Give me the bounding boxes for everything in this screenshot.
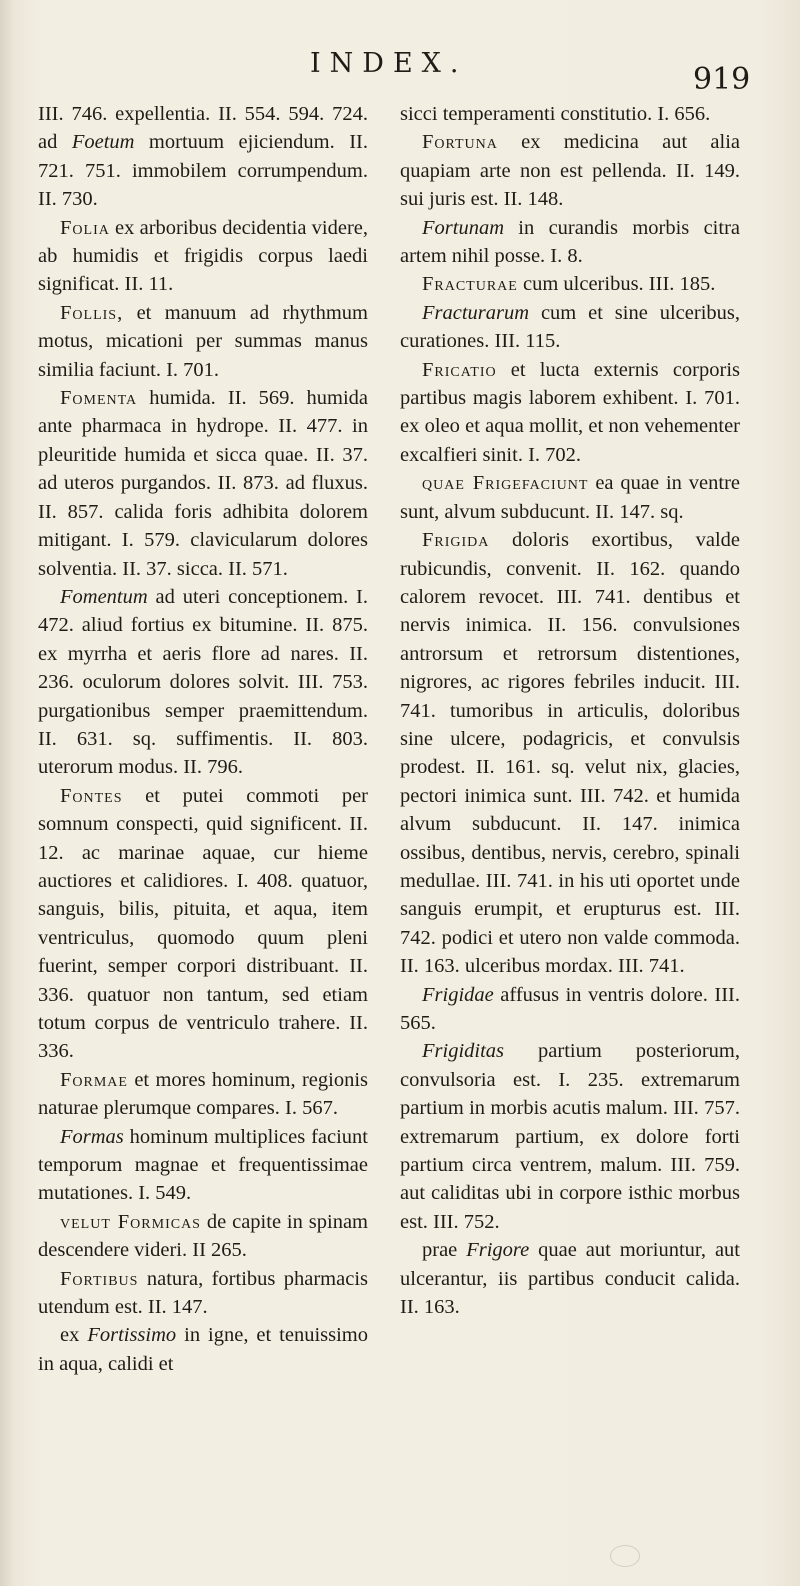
entry-text: cum ulceribus. III. 185. xyxy=(517,273,716,296)
index-entry xyxy=(38,384,368,583)
entry-text: ex xyxy=(60,1324,88,1347)
index-entry xyxy=(400,128,740,213)
page-number: 919 xyxy=(693,62,751,97)
index-entry xyxy=(38,1066,368,1123)
index-entry xyxy=(400,1037,740,1236)
index-entry xyxy=(38,1123,368,1208)
right-column xyxy=(400,100,740,1321)
entry-headword: Fomenta xyxy=(60,387,138,410)
entry-text-tail: mortuum ejiciendum. II. 721. 751. immobilem corrumpendum. II. 730. xyxy=(38,131,368,211)
entry-italic-headword: Fortissimo xyxy=(87,1324,177,1347)
entry-text: et manuum ad rhythmum motus, micationi per summas manus similia faciunt. I. 701. xyxy=(38,301,368,381)
running-title: INDEX. xyxy=(310,48,468,79)
entry-text: ea quae in ventre sunt, alvum subducunt. II. 147. sq. xyxy=(400,472,741,523)
entry-headword: velut Formicas xyxy=(60,1210,201,1233)
entry-italic-headword: Frigidae xyxy=(422,983,494,1006)
index-entry xyxy=(400,214,740,271)
index-entry xyxy=(400,356,740,470)
entry-text: humida. II. 569. humida ante pharmaca in hydrope. II. 477. in pleuritide humida et sicca quae. II. 37. ad uteros purgandos. II. 873. ad fluxus. II. 857. calida foris adhibita dolorem mitigant. I. 579. clavicularum dolores solventia. II. 37. sicca. II. 571. xyxy=(38,387,368,580)
entry-text: sicci temperamenti constitutio. I. 656. xyxy=(400,103,711,125)
entry-headword: Fontes xyxy=(60,784,123,807)
index-entry xyxy=(38,1321,368,1378)
entry-text-tail: partium posteriorum, convulsoria est. I. 235. extremarum partium in morbis acutis malum. III. 757. extremarum partium, ex dolore forti partium circa ventrem, malum. III. 759. aut caliditas ubi in corpore isthic morbus est. III. 752. xyxy=(400,1040,740,1233)
entry-headword: quae Frigefaciunt xyxy=(422,472,589,495)
entry-headword: Fracturae xyxy=(422,273,518,296)
entry-headword: Fortuna xyxy=(422,131,498,154)
entry-text: et putei commoti per somnum conspecti, quid significent. II. 12. ac marinae aquae, cur hieme auctiores et calidiores. I. 408. quatuor, sanguis, bilis, pituita, et aqua, item ventriculus, quomodo quum pleni fuerint, semper corpori distribuant. II. 336. quatuor non tantum, sed etiam totum corpus de ventriculo trahere. II. 336. xyxy=(38,784,368,1063)
page-header xyxy=(0,48,800,97)
entry-italic-headword: Formas xyxy=(60,1125,124,1148)
index-entry xyxy=(400,526,740,981)
entry-text: ex medicina aut alia quapiam arte non est pellenda. II. 149. sui juris est. II. 148. xyxy=(400,131,740,211)
entry-text-tail: ad uteri conceptionem. I. 472. aliud fortius ex bitumine. II. 875. ex myrrha et aeris flore ad nares. II. 236. oculorum dolores solvit. III. 753. purgationibus semper praemittendum. II. 631. sq. suffimentis. II. 803. uterorum modus. II. 796. xyxy=(38,585,368,779)
entry-text: natura, fortibus pharmacis utendum est. II. 147. xyxy=(38,1267,368,1319)
index-entry xyxy=(400,469,740,526)
entry-text: prae xyxy=(422,1239,467,1262)
index-entry xyxy=(38,782,368,1066)
entry-text: doloris exortibus, valde rubicundis, convenit. II. 162. quando calorem revocet. III. 741. dentibus et nervis inimica. II. 156. convulsiones antrorsum et retrorsum distentiones, nigrores, ac rigores febriles inducit. III. 741. tumoribus in articulis, doloribus sine ulcere, podagricis, et convulsis prodest. II. 161. sq. velut nix, glacies, pectori inimica sunt. III. 742. et humida alvum subducunt. II. 147. inimica ossibus, dentibus, nervis, cerebro, spinali medullae. III. 741. in his uti oportet unde sanguis erumpit, et erupturus est. III. 742. podici et utero non valde commoda. II. 163. ulceribus mordax. III. 741. xyxy=(400,529,740,978)
index-entry xyxy=(38,1208,368,1265)
entry-text-tail: quae aut moriuntur, aut ulcerantur, iis partibus conducit calida. II. 163. xyxy=(400,1239,740,1319)
entry-text: III. 746. expellentia. II. 554. 594. 724. ad xyxy=(38,103,368,154)
entry-text: et lucta externis corporis partibus magis laborem exhibent. I. 701. ex oleo et aqua mollit, et non vehementer excalfieri sinit. I. 702. xyxy=(400,358,740,466)
entry-headword: Formae xyxy=(60,1068,128,1091)
entry-text-tail: cum et sine ulceribus, curationes. III. 115. xyxy=(400,301,740,353)
entry-headword: Follis, xyxy=(60,301,124,324)
entry-text-tail: hominum multiplices faciunt temporum magnae et frequentissimae mutationes. I. 549. xyxy=(38,1125,368,1205)
index-entry xyxy=(38,100,368,214)
left-column xyxy=(38,100,368,1378)
entry-italic-headword: Frigiditas xyxy=(422,1040,505,1063)
entry-italic-headword: Fomentum xyxy=(60,585,148,608)
entry-headword: Folia xyxy=(60,216,110,239)
entry-text-tail: in igne, et tenuissimo in aqua, calidi et xyxy=(38,1324,368,1375)
ink-smudge xyxy=(610,1545,640,1567)
entry-italic-headword: Foetum xyxy=(71,131,135,154)
index-entry xyxy=(38,583,368,782)
index-entry xyxy=(400,100,740,128)
entry-italic-headword: Fortunam xyxy=(422,216,504,239)
entry-text: ex arboribus decidentia videre, ab humidis et frigidis corpus laedi significat. II. 11. xyxy=(38,216,368,296)
entry-italic-headword: Fracturarum xyxy=(422,301,530,324)
entry-text: de capite in spinam descendere videri. II 265. xyxy=(38,1210,368,1262)
entry-italic-headword: Frigore xyxy=(466,1239,530,1262)
entry-headword: Frigida xyxy=(422,529,490,552)
index-entry xyxy=(400,270,740,298)
index-entry xyxy=(400,299,740,356)
index-entry xyxy=(38,1265,368,1322)
entry-headword: Fricatio xyxy=(422,358,497,381)
entry-text-tail: in curandis morbis citra artem nihil posse. I. 8. xyxy=(400,216,740,268)
index-entry xyxy=(38,214,368,299)
entry-text-tail: affusus in ventris dolore. III. 565. xyxy=(400,983,740,1034)
entry-headword: Fortibus xyxy=(60,1267,139,1290)
index-entry xyxy=(400,1236,740,1321)
index-entry xyxy=(38,299,368,384)
index-entry xyxy=(400,981,740,1038)
entry-text: et mores hominum, regionis naturae plerumque compares. I. 567. xyxy=(38,1068,368,1120)
